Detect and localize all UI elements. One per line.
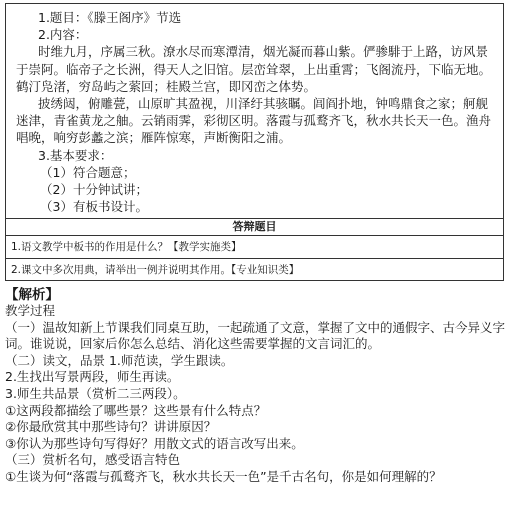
analysis-section (5, 287, 508, 486)
analysis-line: ①这两段都描绘了哪些景？这些景有什么特点？ (5, 402, 267, 418)
passage-paragraph-1: 时维九月，序属三秋。潦水尽而寒潭清，烟光凝而暮山紫。俨骖騑于上路，访风景于崇阿。临帝子之长洲，得天人之旧馆。层峦耸翠，上出重霄；飞阁流丹，下临无地。鹤汀凫渚，穷岛屿之萦回；桂殿兰宫，即冈峦之体势。 (16, 44, 492, 94)
task-box (5, 3, 504, 281)
task-content (6, 4, 503, 218)
requirement-item: （3）有板书设计。 (40, 199, 148, 215)
analysis-line: （二）读文，品景 1.师范读，学生跟读。 (5, 352, 234, 368)
analysis-line: ①生谈为何“落霞与孤鹜齐飞，秋水共长天一色”是千古名句，你是如何理解的？ (5, 468, 442, 484)
analysis-line: ③你认为那些诗句写得好？用散文式的语言改写出来。 (5, 435, 304, 451)
question-item: 1.语文教学中板书的作用是什么？【教学实施类】 (6, 236, 503, 259)
question-item: 2.课文中多次用典，请举出一例并说明其作用。【专业知识类】 (11, 264, 300, 276)
questions-header: 答辩题目 (6, 218, 503, 236)
analysis-line: （三）赏析名句，感受语言特色 (5, 452, 181, 468)
requirements-title: 3.基本要求： (38, 147, 113, 163)
analysis-line: 3.师生共品景（赏析二三两段）。 (5, 385, 186, 401)
analysis-heading: 【解析】 (5, 287, 59, 303)
task-title: 1.题目：《滕王阁序》节选 (38, 10, 182, 25)
analysis-line: 教学过程 (5, 303, 56, 318)
analysis-line: ②你最欣赏其中那些诗句？讲讲原因？ (5, 419, 217, 435)
passage-paragraph-2: 披绣闼，俯雕甍，山原旷其盈视，川泽纡其骇瞩。闾阎扑地，钟鸣鼎食之家；舸舰迷津，青雀黄龙之舳。云销雨霁，彩彻区明。落霞与孤鹜齐飞，秋水共长天一色。渔舟唱晚，响穷彭蠡之滨；雁阵惊寒，声断衡阳之浦。 (16, 96, 492, 146)
analysis-line: 2.生找出写景两段，师生再读。 (5, 369, 180, 385)
analysis-line: （一）温故知新上节课我们同桌互助，一起疏通了文意，掌握了文中的通假字、古今异义字词。谁说说，回家后你怎么总结、消化这些需要掌握的文言词汇的。 (5, 319, 506, 352)
requirement-item: （1）符合题意； (40, 164, 136, 180)
task-content-label: 2.内容： (38, 27, 88, 43)
requirement-item: （2）十分钟试讲； (40, 182, 148, 198)
